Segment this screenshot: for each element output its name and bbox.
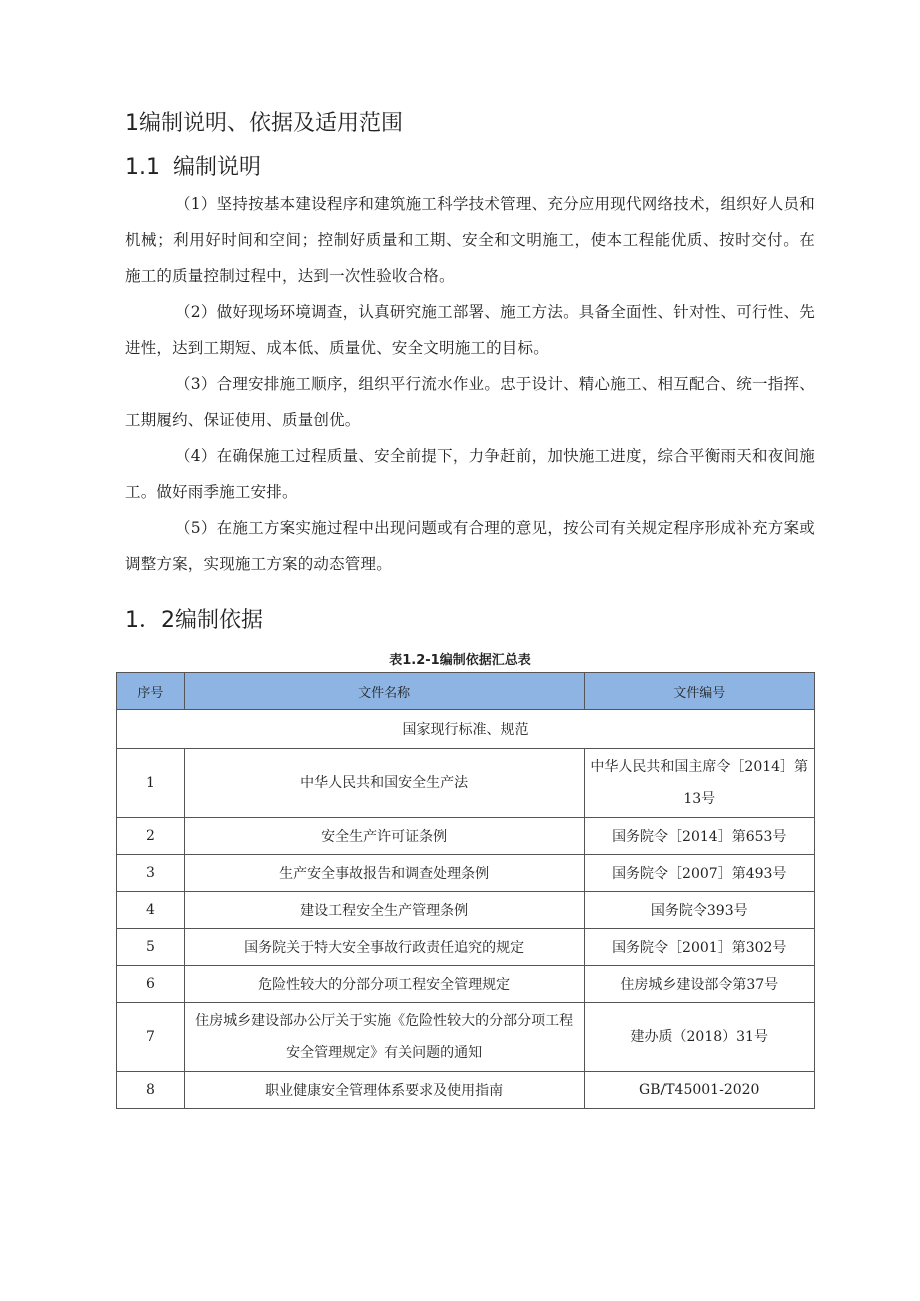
cell-code: 国务院令［2007］第493号	[584, 855, 815, 892]
table-row	[117, 855, 815, 892]
paragraph-1: （1）坚持按基本建设程序和建筑施工科学技术管理、充分应用现代网络技术，组织好人员和机械；利用好时间和空间；控制好质量和工期、安全和文明施工，使本工程能优质、按时交付。在施工的质量控制过程中，达到一次性验收合格。	[125, 195, 815, 285]
paragraph-5: （5）在施工方案实施过程中出现问题或有合理的意见，按公司有关规定程序形成补充方案或调整方案，实现施工方案的动态管理。	[125, 519, 815, 573]
table-caption: 表1.2-1编制依据汇总表	[389, 653, 531, 668]
header-code: 文件编号	[584, 673, 815, 710]
cell-code: 中华人民共和国主席令［2014］第13号	[584, 749, 815, 818]
cell-no: 5	[117, 929, 185, 966]
cell-no: 7	[117, 1003, 185, 1072]
cell-code: 国务院令［2014］第653号	[584, 818, 815, 855]
cell-code: 国务院令［2001］第302号	[584, 929, 815, 966]
header-name: 文件名称	[184, 673, 584, 710]
cell-name: 建设工程安全生产管理条例	[184, 892, 584, 929]
table-row	[117, 749, 815, 818]
cell-code: 建办质（2018）31号	[584, 1003, 815, 1072]
cell-code: 国务院令393号	[584, 892, 815, 929]
cell-name: 生产安全事故报告和调查处理条例	[184, 855, 584, 892]
cell-name: 危险性较大的分部分项工程安全管理规定	[184, 966, 584, 1003]
cell-code: GB/T45001-2020	[584, 1072, 815, 1109]
paragraph-2: （2）做好现场环境调查，认真研究施工部署、施工方法。具备全面性、针对性、可行性、先进性，达到工期短、成本低、质量优、安全文明施工的目标。	[125, 303, 815, 357]
paragraph-3: （3）合理安排施工顺序，组织平行流水作业。忠于设计、精心施工、相互配合、统一指挥、工期履约、保证使用、质量创优。	[125, 375, 815, 429]
section-row-label: 国家现行标准、规范	[117, 710, 815, 749]
table-header-row	[117, 673, 815, 710]
cell-no: 6	[117, 966, 185, 1003]
section-heading-1-2: 1．2编制依据	[125, 608, 263, 633]
table-row	[117, 966, 815, 1003]
cell-no: 1	[117, 749, 185, 818]
cell-name: 国务院关于特大安全事故行政责任追究的规定	[184, 929, 584, 966]
table-section-row	[117, 710, 815, 749]
section-number: 1.1	[125, 155, 160, 180]
cell-no: 3	[117, 855, 185, 892]
basis-table	[116, 672, 815, 1109]
section-title: 编制说明	[173, 155, 262, 180]
paragraph-4: （4）在确保施工过程质量、安全前提下，力争赶前，加快施工进度，综合平衡雨天和夜间施工。做好雨季施工安排。	[125, 447, 815, 501]
table-row	[117, 818, 815, 855]
cell-no: 8	[117, 1072, 185, 1109]
table-row	[117, 1003, 815, 1072]
table-row	[117, 892, 815, 929]
cell-name: 中华人民共和国安全生产法	[184, 749, 584, 818]
header-no: 序号	[117, 673, 185, 710]
chapter-heading: 1编制说明、依据及适用范围	[125, 111, 403, 136]
cell-no: 4	[117, 892, 185, 929]
cell-no: 2	[117, 818, 185, 855]
table-row	[117, 929, 815, 966]
table-row	[117, 1072, 815, 1109]
cell-name: 住房城乡建设部办公厅关于实施《危险性较大的分部分项工程安全管理规定》有关问题的通知	[184, 1003, 584, 1072]
cell-name: 安全生产许可证条例	[184, 818, 584, 855]
cell-name: 职业健康安全管理体系要求及使用指南	[184, 1072, 584, 1109]
section-heading-1-1	[125, 150, 261, 181]
cell-code: 住房城乡建设部令第37号	[584, 966, 815, 1003]
